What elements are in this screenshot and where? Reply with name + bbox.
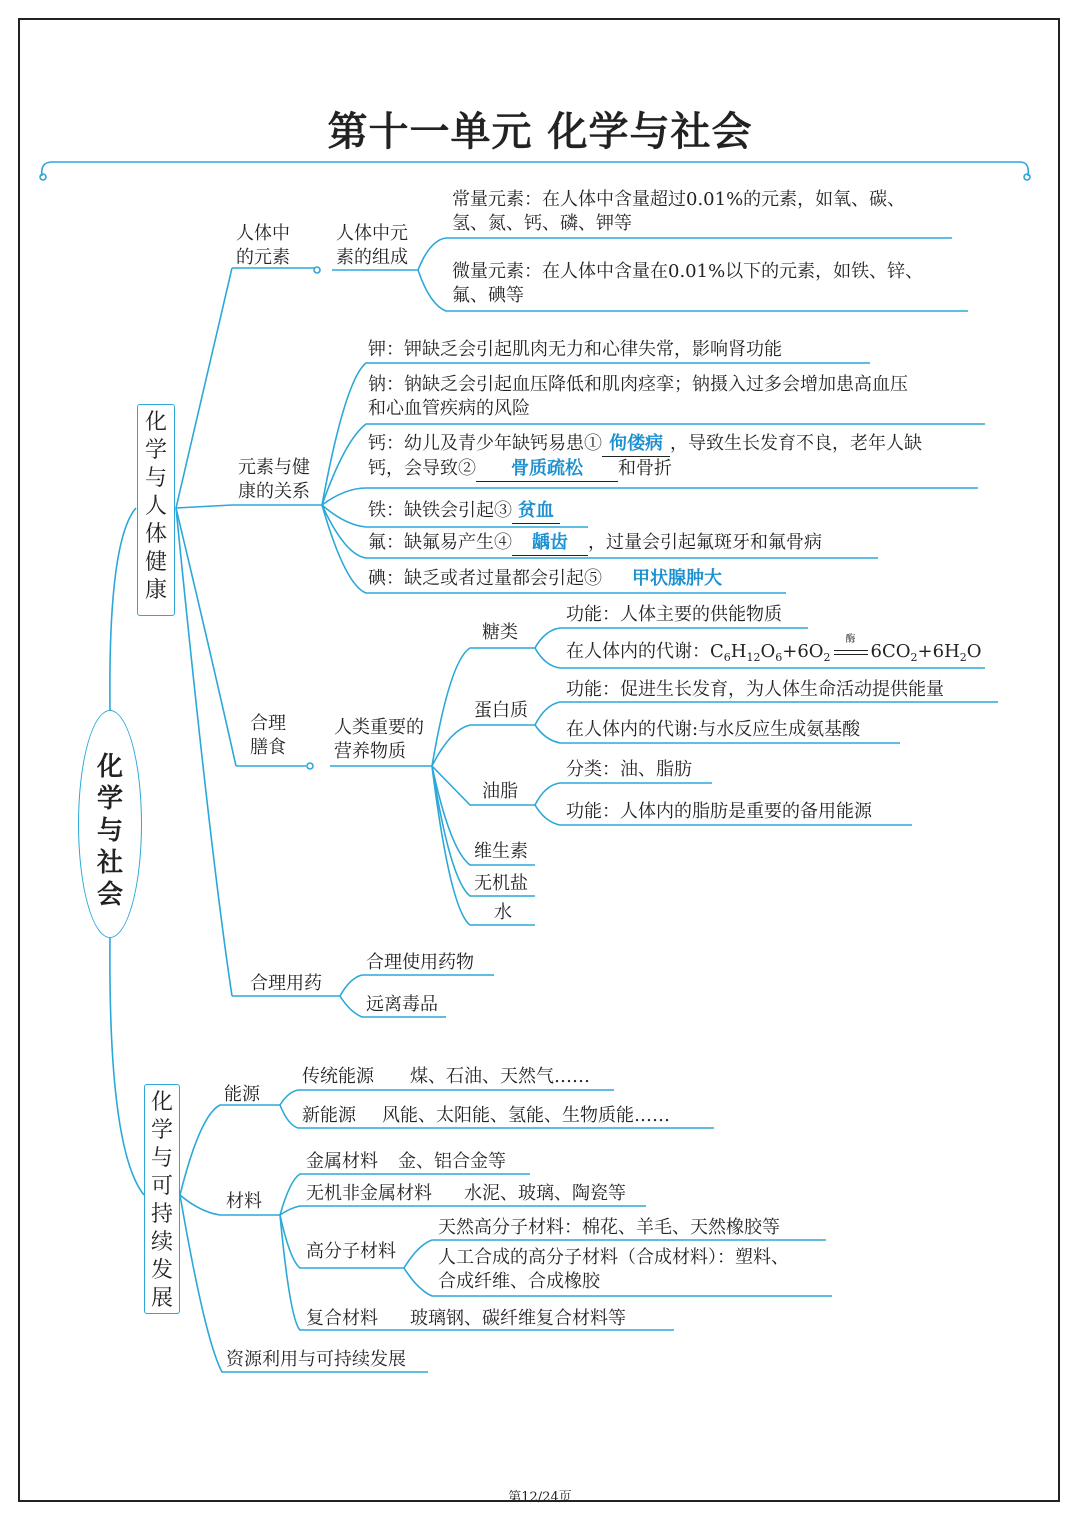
composite-material-items: 玻璃钢、碳纤维复合材料等	[410, 1308, 626, 1329]
mineral-node: 无机盐	[474, 873, 528, 894]
medicine-drugs: 远离毒品	[366, 994, 438, 1015]
answer-3: 贫血	[512, 499, 560, 524]
water-node: 水	[494, 902, 512, 923]
health-branch-box	[137, 404, 175, 616]
fat-node: 油脂	[482, 781, 518, 802]
medicine-use: 合理使用药物	[366, 952, 474, 973]
metal-material-items: 金、铝合金等	[398, 1151, 506, 1172]
inorganic-material-items: 水泥、玻璃、陶瓷等	[464, 1183, 626, 1204]
calcium-item: 钙：幼儿及青少年缺钙易患① 佝偻病 ，导致生长发育不良，老年人缺 钙，会导致② 骨质疏松 和骨折	[368, 432, 922, 482]
traditional-energy-items: 煤、石油、天然气……	[410, 1066, 590, 1087]
root-label: 化学与社会	[96, 752, 123, 910]
synthetic-polymer: 人工合成的高分子材料（合成材料）：塑料、 合成纤维、合成橡胶	[438, 1247, 789, 1292]
page-number: 第12/24页	[508, 1490, 572, 1505]
micro-elements: 微量元素：在人体中含量在0.01%以下的元素，如铁、锌、 氟、碘等	[452, 261, 924, 306]
sodium-item: 钠：钠缺乏会引起血压降低和肌肉痉挛；钠摄入过多会增加患高血压 和心血管疾病的风险	[368, 374, 908, 419]
catalyst-label: 酶	[845, 634, 856, 645]
inorganic-material: 无机非金属材料	[306, 1183, 432, 1204]
answer-1: 佝偻病	[602, 432, 670, 457]
diet-label: 合理 膳食	[250, 713, 286, 758]
vitamin-node: 维生素	[474, 841, 528, 862]
health-branch-label: 化学与人体健康	[144, 410, 167, 603]
protein-node: 蛋白质	[474, 700, 528, 721]
sugar-function: 功能：人体主要的供能物质	[566, 604, 782, 625]
resource-node: 资源利用与可持续发展	[226, 1349, 406, 1370]
answer-4: 龋齿	[512, 531, 588, 556]
composition-label: 人体中元 素的组成	[336, 223, 408, 268]
natural-polymer: 天然高分子材料：棉花、羊毛、天然橡胶等	[438, 1217, 780, 1238]
fluorine-item: 氟：缺氟易产生④ 龋齿 ，过量会引起氟斑牙和氟骨病	[368, 531, 822, 556]
new-energy-items: 风能、太阳能、氢能、生物质能……	[382, 1105, 670, 1126]
macro-elements: 常量元素：在人体中含量超过0.01%的元素，如氧、碳、 氢、氮、钙、磷、钾等	[452, 189, 906, 234]
fat-class: 分类：油、脂肪	[566, 759, 692, 780]
new-energy: 新能源	[302, 1105, 356, 1126]
relation-label: 元素与健 康的关系	[238, 457, 310, 502]
polymer-material: 高分子材料	[306, 1241, 396, 1262]
protein-function: 功能：促进生长发育，为人体生命活动提供能量	[566, 679, 944, 700]
traditional-energy: 传统能源	[302, 1066, 374, 1087]
fat-function: 功能：人体内的脂肪是重要的备用能源	[566, 801, 872, 822]
composite-material: 复合材料	[306, 1308, 378, 1329]
metal-material: 金属材料	[306, 1151, 378, 1172]
iron-item: 铁：缺铁会引起③ 贫血	[368, 499, 560, 524]
answer-5: 甲状腺肿大	[632, 568, 722, 589]
answer-2: 骨质疏松	[476, 457, 618, 482]
sugar-node: 糖类	[482, 622, 518, 643]
root-node	[78, 710, 142, 938]
elements-label: 人体中 的元素	[236, 223, 290, 268]
energy-label: 能源	[224, 1084, 260, 1105]
iodine-item: 碘：缺乏或者过量都会引起⑤ 甲状腺肿大	[368, 567, 752, 591]
sustain-branch-label: 化学与可持续发展	[150, 1090, 173, 1311]
sustain-branch-box	[144, 1084, 180, 1314]
sugar-metabolism: 在人体内的代谢：$C_6H_{12}O_6+6O_2$ 酶 $6CO_2+6H_2O$	[566, 640, 982, 670]
material-label: 材料	[226, 1191, 262, 1212]
page-title: 第十一单元 化学与社会	[327, 109, 753, 155]
potassium-item: 钾：钾缺乏会引起肌肉无力和心律失常，影响肾功能	[368, 339, 782, 360]
medicine-label: 合理用药	[250, 973, 322, 994]
nutrients-label: 人类重要的 营养物质	[334, 717, 424, 762]
protein-metabolism: 在人体内的代谢:与水反应生成氨基酸	[566, 719, 861, 740]
